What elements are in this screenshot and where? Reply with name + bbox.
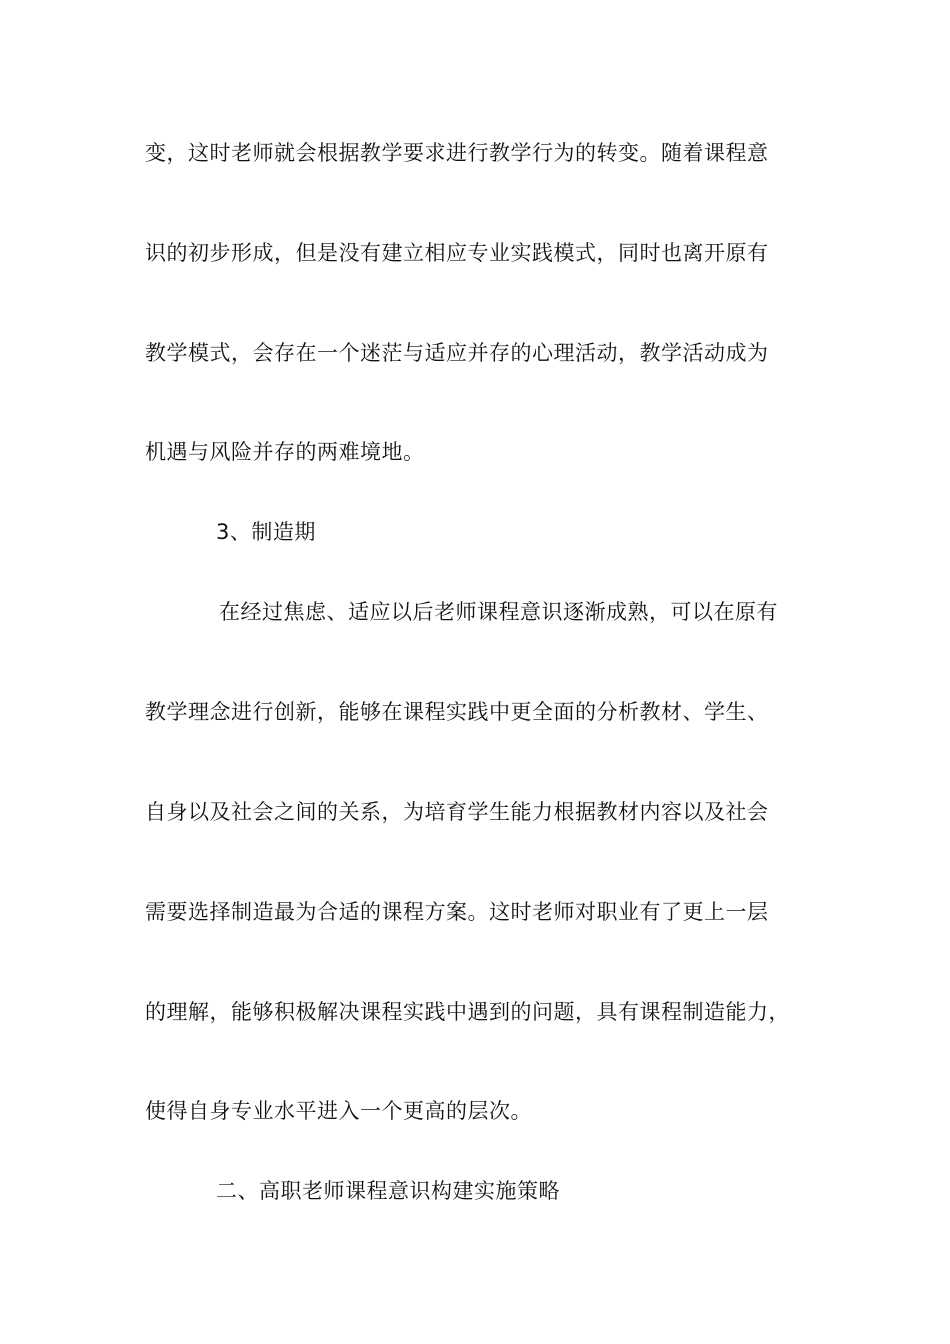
paragraph-line: 教学理念进行创新，能够在课程实践中更全面的分析教材、学生、 xyxy=(145,700,769,724)
paragraph-line: 识的初步形成，但是没有建立相应专业实践模式，同时也离开原有 xyxy=(145,241,769,265)
paragraph-line: 需要选择制造最为合适的课程方案。这时老师对职业有了更上一层 xyxy=(145,900,769,924)
paragraph-line: 使得自身专业水平进入一个更高的层次。 xyxy=(145,1099,532,1123)
paragraph-line: 变，这时老师就会根据教学要求进行教学行为的转变。随着课程意 xyxy=(145,141,769,165)
paragraph-line: 的理解，能够积极解决课程实践中遇到的问题，具有课程制造能力， xyxy=(145,1000,790,1024)
subsection-heading: 3、制造期 xyxy=(216,520,316,544)
paragraph-line: 在经过焦虑、适应以后老师课程意识逐渐成熟，可以在原有 xyxy=(219,600,778,624)
section-heading: 二、高职老师课程意识构建实施策略 xyxy=(216,1179,560,1203)
paragraph-line: 自身以及社会之间的关系，为培育学生能力根据教材内容以及社会 xyxy=(145,800,769,824)
paragraph-line: 机遇与风险并存的两难境地。 xyxy=(145,440,425,464)
paragraph-line: 教学模式，会存在一个迷茫与适应并存的心理活动，教学活动成为 xyxy=(145,341,769,365)
